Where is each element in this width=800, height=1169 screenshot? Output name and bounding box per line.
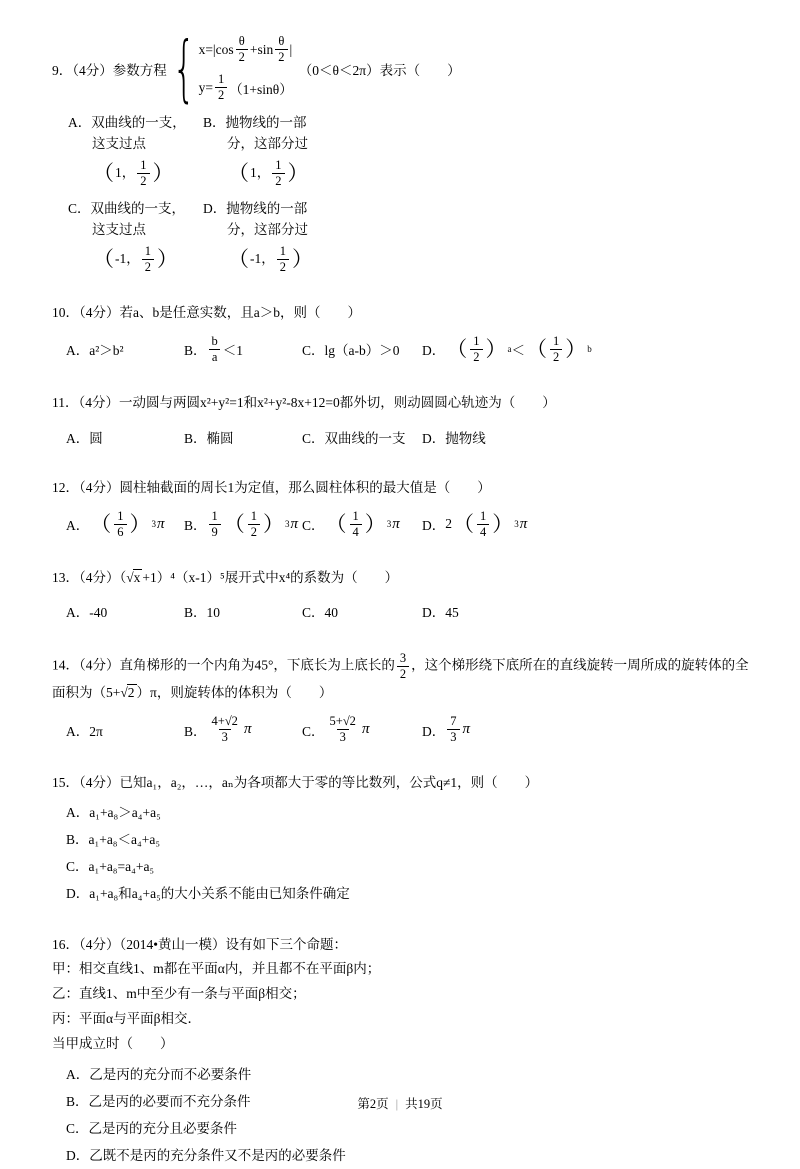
q14-options: [52, 714, 754, 745]
q9-options-cd: [52, 199, 754, 275]
q13-option-a: [66, 601, 184, 621]
q12-stem: 12．（4分）圆柱轴截面的周长1为定值，那么圆柱体积的最大值是（ ）: [52, 479, 491, 495]
q9-parametric-system: [171, 26, 293, 111]
fraction-one-half: [277, 244, 289, 275]
denominator: 2: [236, 49, 248, 65]
q9-option-a: [68, 113, 203, 189]
q9-stem: [52, 26, 754, 111]
q16-option-d: D．乙既不是丙的充分条件又不是丙的必要条件: [66, 1148, 346, 1164]
pi-symbol: π: [290, 515, 299, 532]
q15-option-d: D．a₁+a₈和a₄+a₅的大小关系不能由已知条件确定: [66, 886, 350, 902]
right-paren: ）: [485, 336, 507, 361]
q12-a-label: A．: [66, 518, 90, 533]
fraction-one-half: [248, 509, 260, 540]
q13-stem-post: +1）⁴（x-1）⁵展开式中x⁴的系数为（ ）: [142, 569, 399, 585]
q13-option-c: [302, 601, 422, 621]
q14-stem-mid: ，这个梯形绕下底所在的直线旋转一周所成的旋转体的全面积为（5+: [52, 658, 749, 701]
fraction-one-half: [215, 72, 227, 103]
q13-option-b: [184, 601, 302, 621]
left-paren: （: [93, 246, 114, 271]
fraction-one-sixth: [114, 509, 126, 540]
q11-d-text: D．抛物线: [422, 430, 486, 446]
q11-option-a: [66, 427, 184, 447]
q9-d-line1: D．抛物线的一部: [203, 200, 308, 216]
q13-c-text: C．40: [302, 605, 339, 621]
q14-a-text: A．2π: [66, 723, 103, 739]
q9-equation-y: [199, 72, 293, 103]
q11-option-c: [302, 427, 422, 447]
denominator: 2: [470, 349, 482, 365]
q14-c-label: C．: [302, 723, 325, 739]
q12-option-c: [302, 509, 422, 540]
q9-b-point-x: 1，: [250, 164, 271, 180]
q14-option-a: [66, 720, 184, 740]
current-page-label: 第2页: [357, 1097, 389, 1111]
q9-equation-stack: [199, 34, 293, 103]
radicand-2: 2: [127, 685, 135, 701]
q11-b-text: B．椭圆: [184, 430, 234, 446]
q13-stem-pre: 13．（4分）（: [52, 569, 127, 585]
q16-option-a: A．乙是丙的充分而不必要条件: [66, 1067, 252, 1083]
q10-option-c: [302, 339, 422, 359]
q9-x-close: |: [289, 41, 293, 57]
q13-a-text: A．-40: [66, 605, 108, 621]
right-paren: ）: [129, 511, 151, 536]
left-paren: （: [90, 511, 112, 536]
denominator: 3: [447, 729, 459, 745]
q14-option-d: [422, 714, 754, 745]
denominator: 2: [550, 349, 562, 365]
q11-a-text: A．圆: [66, 430, 103, 446]
q9-a-line2: 这支过点: [92, 135, 146, 151]
question-10: [52, 302, 754, 365]
right-paren: ）: [157, 246, 178, 271]
fraction-one-half: [142, 244, 154, 275]
q15-stem: 15．（4分）已知a₁，a₂，…，aₙ为各项都大于零的等比数列，公式q≠1，则（ ）: [52, 775, 539, 791]
radicand-x: x: [133, 569, 141, 585]
denominator: 4: [477, 524, 489, 540]
q12-c-label: C．: [302, 518, 325, 533]
q9-option-b: [203, 113, 754, 189]
q10-b-label: B．: [184, 343, 207, 359]
radical-sign: √: [120, 685, 128, 701]
exponent-3: 3: [151, 518, 156, 529]
numerator: 4+√2: [211, 714, 238, 729]
q13-options: [52, 598, 754, 624]
pi-symbol: π: [361, 721, 370, 738]
numerator: 1: [217, 72, 225, 86]
denominator: 3: [337, 729, 349, 745]
q14-stem-pre: 14．（4分）直角梯形的一个内角为45°，下底长为上底长的: [52, 658, 395, 674]
numerator: 3: [399, 651, 407, 666]
question-13: [52, 567, 754, 625]
q9-a-point-x: 1，: [115, 164, 136, 180]
q9-a-point: [68, 158, 203, 189]
q9-option-d: [203, 199, 754, 275]
left-paren: （: [453, 511, 474, 536]
denominator: 2: [215, 87, 227, 103]
question-15: [52, 772, 754, 907]
q10-option-a: [66, 339, 184, 359]
q11-stem: 11．（4分）一动圆与两圆x²+y²=1和x²+y²-8x+12=0都外切，则动圆圆心轨迹为（ ）: [52, 394, 556, 410]
q10-option-d: [422, 334, 754, 365]
q9-options-ab: [52, 113, 754, 189]
pi-symbol: π: [392, 515, 400, 532]
q16-option-b: B．乙是丙的必要而不充分条件: [66, 1094, 251, 1110]
q11-option-d: [422, 427, 754, 447]
q11-options: [52, 424, 754, 450]
q12-option-d: [422, 509, 754, 540]
exponent-a: a: [507, 343, 512, 354]
q16-options: [52, 1061, 754, 1169]
q12-options: [52, 509, 754, 540]
q12-option-a: [66, 509, 184, 540]
numerator: b: [211, 333, 218, 348]
exponent-3: 3: [285, 518, 290, 529]
left-paren: （: [526, 336, 547, 361]
q9-stem-suffix: （0＜θ＜2π）表示（ ）: [298, 62, 461, 78]
denominator: 2: [277, 259, 289, 275]
numerator: 1: [480, 508, 487, 523]
fraction-b-over-a: [209, 334, 221, 365]
pi-symbol: π: [519, 515, 528, 532]
q11-option-b: [184, 427, 302, 447]
q9-b-line2: 分，这部分过: [227, 135, 308, 151]
q14-b-label: B．: [184, 723, 207, 739]
pi-symbol: π: [157, 515, 165, 532]
fraction-one-half: [272, 158, 284, 189]
q9-d-line2: 分，这部分过: [227, 221, 308, 237]
numerator: θ: [278, 34, 285, 48]
q13-stem: [52, 567, 754, 590]
exponent-b: b: [587, 343, 592, 354]
q9-b-point: [203, 158, 754, 189]
fraction-one-half: [470, 334, 482, 365]
q15-options: [52, 799, 754, 907]
denominator: 6: [114, 524, 126, 540]
q9-x-mid: +sin: [249, 41, 274, 57]
fraction-one-half: [137, 158, 149, 189]
q14-d-label: D．: [422, 723, 446, 739]
total-pages-label: 共19页: [405, 1097, 443, 1111]
denominator: 2: [397, 666, 409, 682]
left-paren: （: [223, 511, 245, 536]
q9-c-point: [68, 244, 203, 275]
q10-b-tail: ＜1: [222, 343, 244, 359]
denominator: 2: [137, 173, 149, 189]
q9-x-lead: x=|cos: [198, 41, 234, 57]
q13-b-text: B．10: [184, 605, 221, 621]
q9-d-point-x: -1，: [250, 250, 275, 266]
q16-condition-line: 当甲成立时（ ）: [52, 1036, 174, 1052]
question-12: [52, 477, 754, 540]
q9-c-line2: 这支过点: [92, 221, 146, 237]
denominator: 2: [142, 259, 154, 275]
left-paren: （: [93, 160, 114, 185]
q16-option-c: C．乙是丙的充分且必要条件: [66, 1121, 238, 1137]
numerator: 1: [553, 333, 560, 348]
q9-c-line1: C．双曲线的一支，: [68, 200, 186, 216]
q13-option-d: [422, 601, 754, 621]
q12-d-coefficient: 2: [445, 516, 452, 531]
left-paren: （: [325, 511, 347, 536]
q11-c-text: C．双曲线的一支: [302, 430, 406, 446]
fraction-one-quarter: [350, 509, 362, 540]
q9-c-point-x: -1，: [115, 250, 140, 266]
q14-option-b: [184, 714, 302, 745]
left-paren: （: [446, 336, 468, 361]
question-11: [52, 392, 754, 450]
q12-option-b: [184, 509, 302, 540]
numerator: 1: [117, 508, 124, 523]
denominator: a: [209, 349, 221, 365]
numerator: 1: [211, 508, 218, 523]
fraction-seven-thirds: [447, 714, 459, 745]
numerator: 1: [140, 157, 147, 172]
q10-option-b: [184, 334, 302, 365]
q9-y-lead: y=: [198, 79, 213, 95]
numerator: 1: [250, 508, 258, 523]
q9-stem-prefix: 9．（4分）参数方程: [52, 62, 167, 78]
question-16: [52, 934, 754, 1169]
numerator: 1: [279, 243, 286, 258]
fraction-theta-over-2: [275, 34, 287, 65]
denominator: 2: [275, 49, 287, 65]
radical-sign: √: [126, 569, 134, 585]
right-paren: ）: [565, 336, 587, 361]
fraction-three-halves: [397, 651, 409, 682]
numerator: 1: [275, 157, 282, 172]
q10-a-text: A．a²＞b²: [66, 343, 124, 359]
q15-option-b: B．a₁+a₈＜a₄+a₅: [66, 832, 161, 848]
fraction-one-half: [550, 334, 562, 365]
denominator: 2: [248, 524, 260, 540]
right-paren: ）: [492, 511, 514, 536]
fraction-4-plus-sqrt2-over-3: [209, 714, 241, 745]
exponent-3: 3: [514, 518, 519, 529]
exponent-3: 3: [386, 518, 392, 529]
denominator: 4: [350, 524, 362, 540]
q16-proposition-jia: 甲：相交直线1、m都在平面α内，并且都不在平面β内；: [52, 961, 381, 977]
q10-d-label: D．: [422, 343, 446, 359]
fraction-5-plus-sqrt2-over-3: [327, 714, 359, 745]
question-9: [52, 26, 754, 275]
q9-b-line1: B．抛物线的一部: [203, 115, 307, 130]
q10-c-text: C．lg（a-b）＞0: [302, 343, 400, 359]
denominator: 9: [209, 524, 221, 540]
q13-d-text: D．45: [422, 605, 459, 621]
pi-symbol: π: [462, 721, 471, 738]
numerator: 5+√2: [329, 714, 356, 729]
q16-proposition-bing: 丙：平面α与平面β相交．: [52, 1011, 201, 1027]
left-brace-symbol: {: [172, 26, 196, 111]
q9-a-line1: A．双曲线的一支，: [68, 115, 186, 130]
numerator: θ: [238, 34, 245, 48]
q14-option-c: [302, 714, 422, 745]
fraction-one-quarter: [477, 509, 489, 540]
numerator: 1: [352, 508, 359, 523]
page-footer: [0, 1094, 800, 1112]
numerator: 1: [144, 243, 151, 258]
q9-equation-x: [199, 34, 293, 65]
q10-options: [52, 334, 754, 365]
q15-option-a: A．a₁+a₈＞a₄+a₅: [66, 805, 161, 821]
q12-b-label: B．: [184, 518, 207, 533]
q9-d-point: [203, 244, 754, 275]
q12-d-label: D．: [422, 518, 446, 533]
numerator: 7: [450, 714, 457, 729]
q14-stem: [52, 651, 754, 705]
denominator: 2: [272, 173, 284, 189]
q10-stem: 10．（4分）若a、b是任意实数，且a＞b，则（ ）: [52, 304, 361, 320]
left-paren: （: [228, 246, 249, 271]
numerator: 1: [473, 333, 480, 348]
left-paren: （: [228, 160, 249, 185]
q14-stem-post: ）π，则旋转体的体积为（ ）: [136, 685, 333, 701]
q15-option-c: C．a₁+a₈=a₄+a₅: [66, 859, 155, 875]
pi-symbol: π: [243, 721, 252, 738]
fraction-one-ninth: [209, 509, 221, 540]
right-paren: ）: [292, 246, 313, 271]
fraction-theta-over-2: [236, 34, 248, 65]
right-paren: ）: [287, 160, 309, 185]
denominator: 3: [219, 729, 231, 745]
question-14: [52, 651, 754, 745]
q16-stem: 16．（4分）（2014•黄山一模）设有如下三个命题：: [52, 937, 347, 953]
right-paren: ）: [364, 511, 386, 536]
right-paren: ）: [152, 160, 174, 185]
less-than-sign: ＜: [511, 343, 525, 359]
q9-option-c: [68, 199, 203, 275]
footer-separator: |: [395, 1097, 399, 1111]
right-paren: ）: [263, 511, 285, 536]
q9-y-tail: （1+sinθ）: [229, 81, 293, 97]
q16-proposition-yi: 乙：直线1、m中至少有一条与平面β相交；: [52, 986, 306, 1002]
